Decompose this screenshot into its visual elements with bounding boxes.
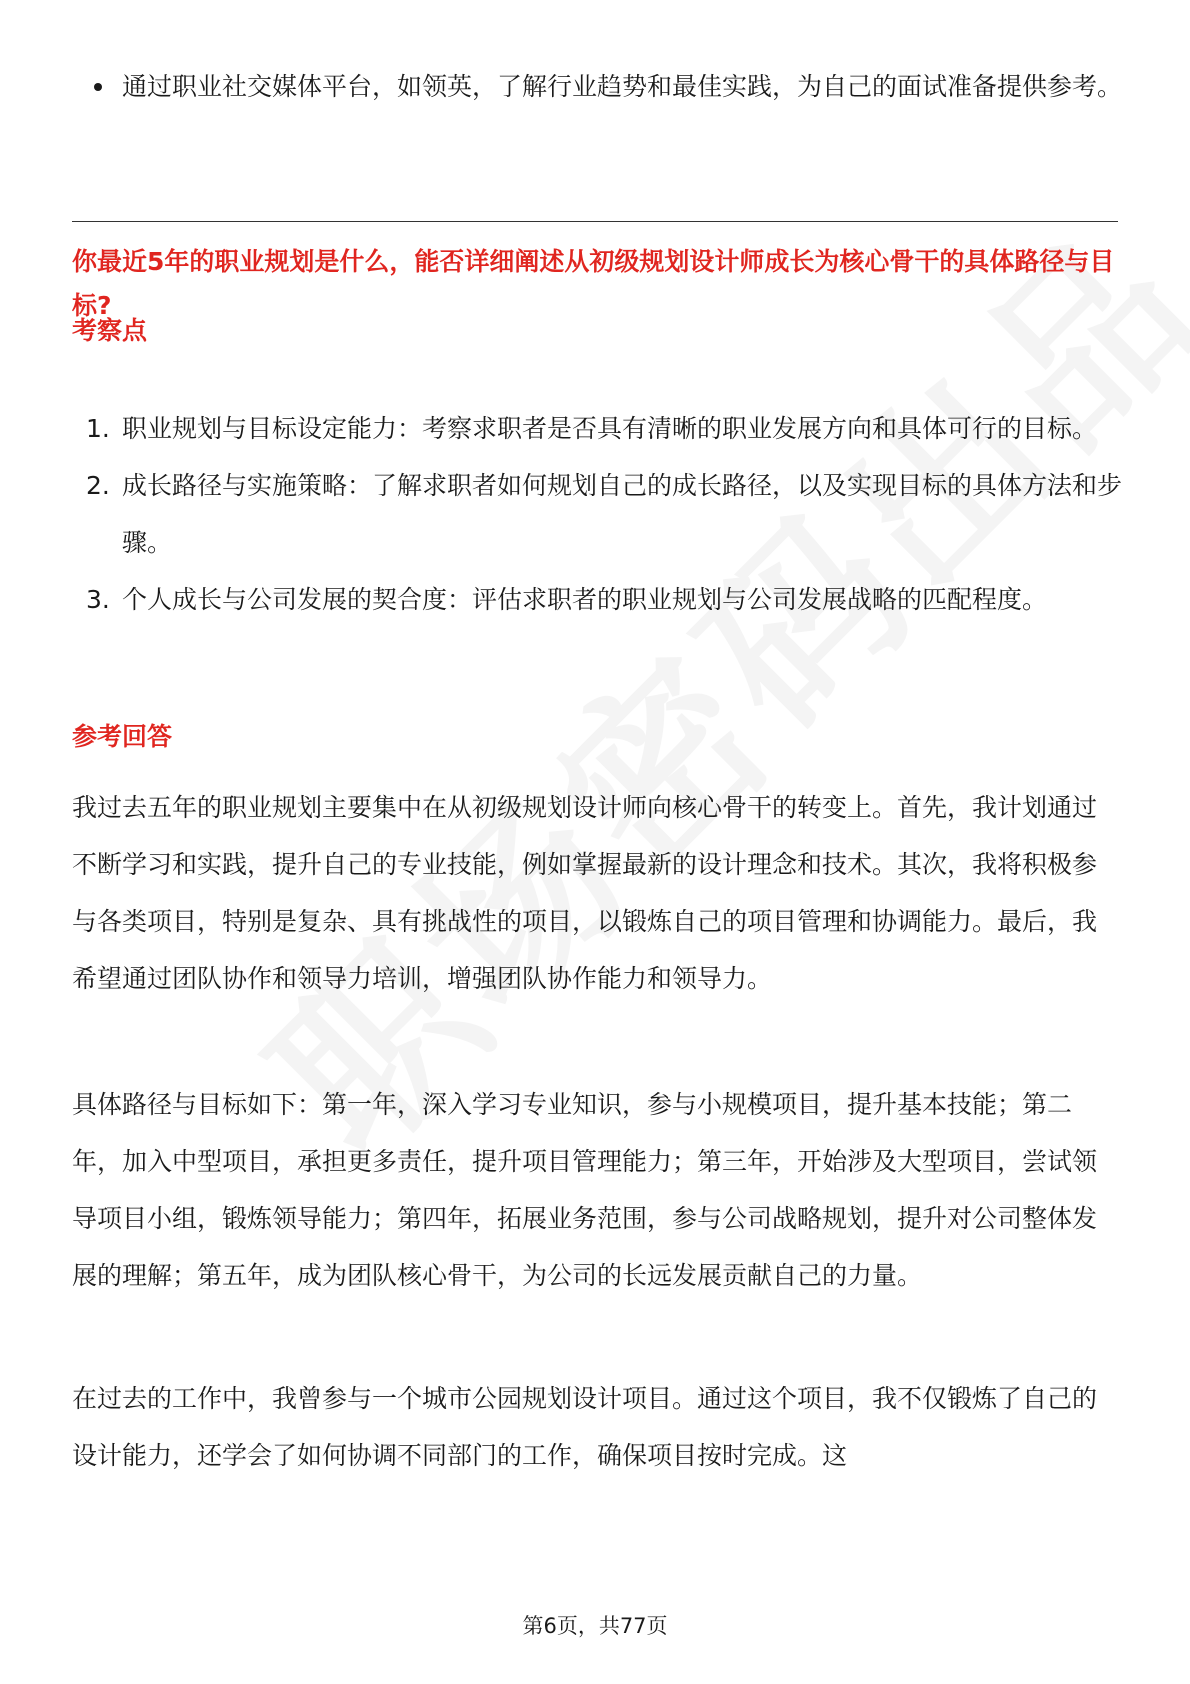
list-item-text: 个人成长与公司发展的契合度：评估求职者的职业规划与公司发展战略的匹配程度。 [122, 585, 1048, 614]
page-number-footer: 第6页，共77页 [522, 1614, 668, 1638]
prep-tips-list [122, 58, 1122, 115]
list-number: 1. [86, 414, 110, 443]
exam-points-list [86, 400, 1123, 628]
list-item [86, 400, 1122, 457]
section-divider [72, 221, 1118, 222]
list-item [86, 571, 1122, 628]
list-item [86, 457, 1123, 571]
section-heading-exam-points: 考察点 [72, 316, 148, 345]
list-item-text: 职业规划与目标设定能力：考察求职者是否具有清晰的职业发展方向和具体可行的目标。 [122, 414, 1098, 443]
interview-question: 你最近5年的职业规划是什么，能否详细阐述从初级规划设计师成长为核心骨干的具体路径与目标? [72, 247, 1115, 320]
list-number: 2. [86, 471, 110, 500]
answer-paragraph: 具体路径与目标如下：第一年，深入学习专业知识，参与小规模项目，提升基本技能；第二年，加入中型项目，承担更多责任，提升项目管理能力；第三年，开始涉及大型项目，尝试领导项目小组，锻炼领导能力；第四年，拓展业务范围，参与公司战略规划，提升对公司整体发展的理解；第五年，成为团队核心骨干，为公司的长远发展贡献自己的力量。 [72, 1090, 1098, 1290]
list-item-text: 成长路径与实施策略：了解求职者如何规划自己的成长路径，以及实现目标的具体方法和步骤。 [122, 471, 1123, 557]
list-number: 3. [86, 585, 110, 614]
answer-paragraph: 在过去的工作中，我曾参与一个城市公园规划设计项目。通过这个项目，我不仅锻炼了自己的设计能力，还学会了如何协调不同部门的工作，确保项目按时完成。这 [72, 1384, 1098, 1470]
answer-paragraph: 我过去五年的职业规划主要集中在从初级规划设计师向核心骨干的转变上。首先，我计划通过不断学习和实践，提升自己的专业技能，例如掌握最新的设计理念和技术。其次，我将积极参与各类项目，特别是复杂、具有挑战性的项目，以锻炼自己的项目管理和协调能力。最后，我希望通过团队协作和领导力培训，增强团队协作能力和领导力。 [72, 793, 1098, 993]
list-item: 通过职业社交媒体平台，如领英，了解行业趋势和最佳实践，为自己的面试准备提供参考。 [122, 58, 1122, 115]
section-heading-reference-answer: 参考回答 [72, 722, 173, 751]
